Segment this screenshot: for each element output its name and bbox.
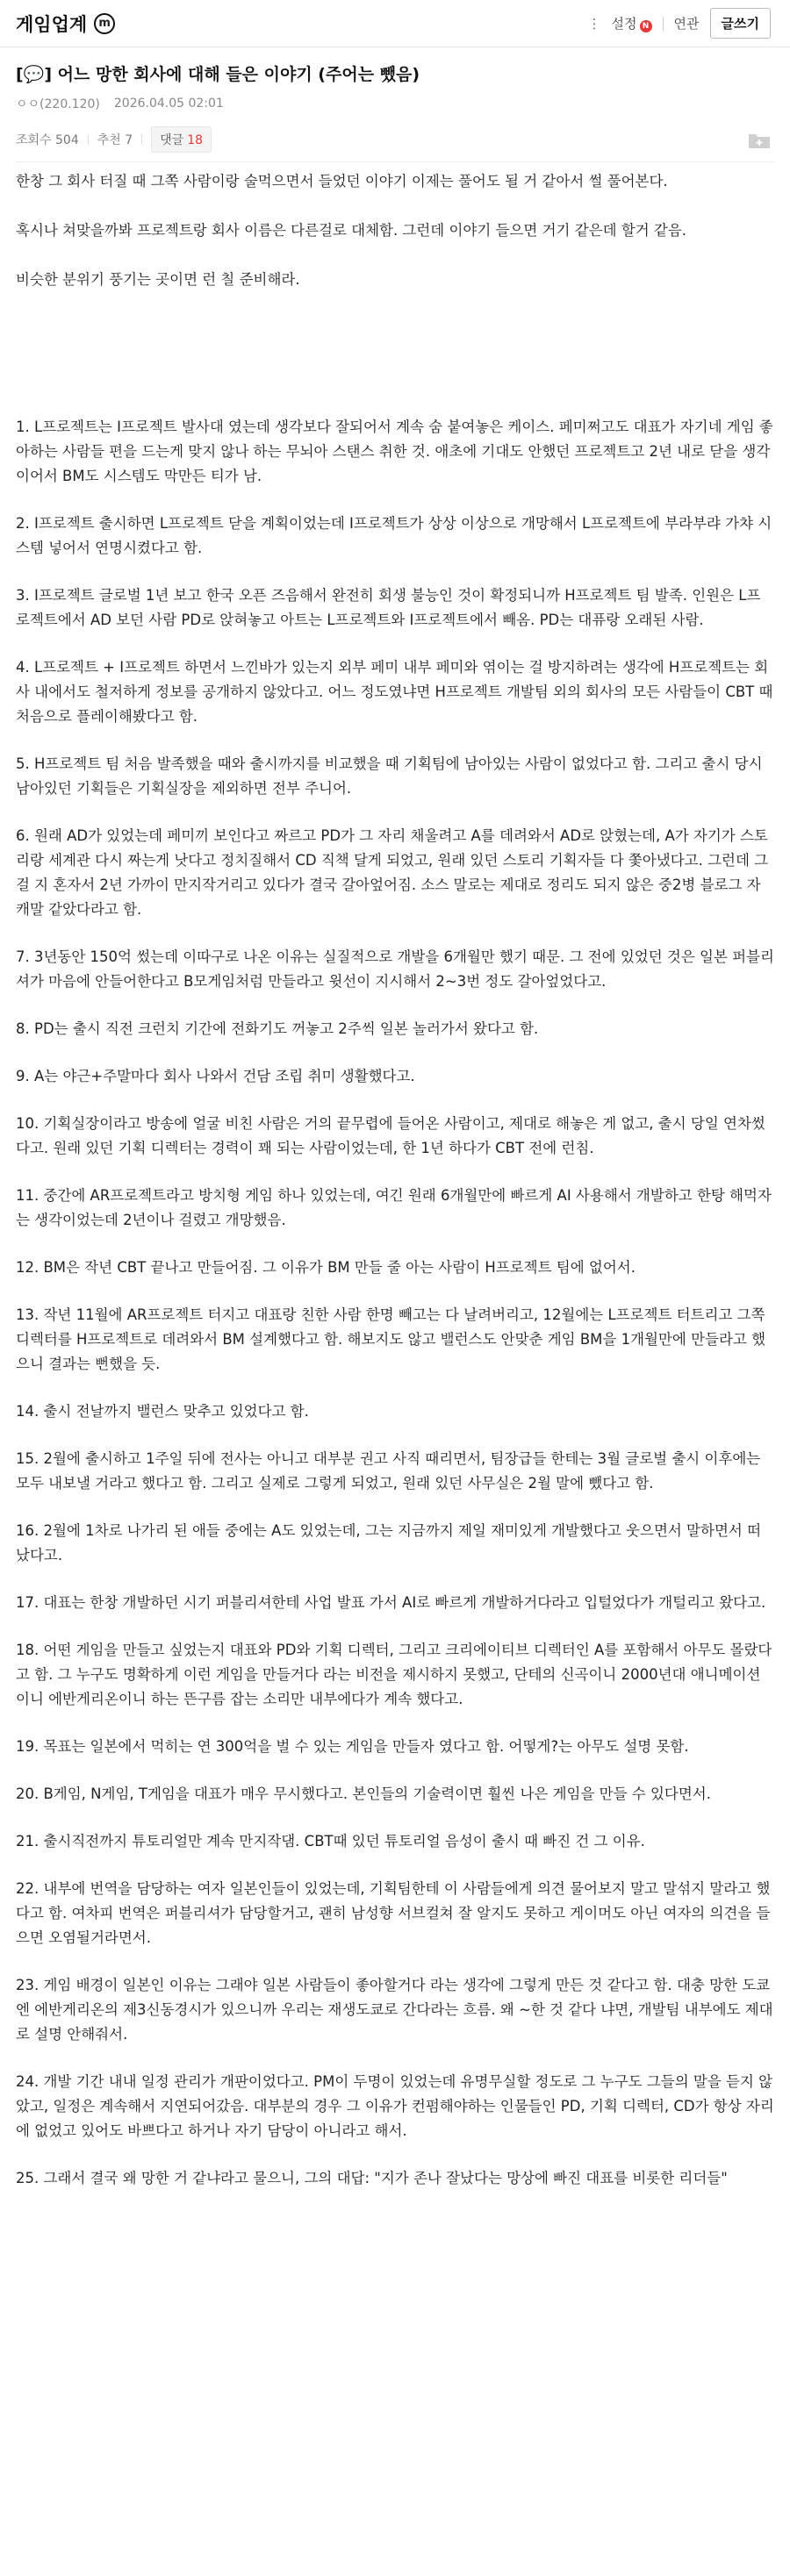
- gear-icon[interactable]: ⋮: [587, 15, 601, 32]
- list-item: 12. BM은 작년 CBT 끝나고 만들어짐. 그 이유가 BM 만들 줄 아는 사람이 H프로젝트 팀에 없어서.: [16, 1259, 636, 1276]
- write-button[interactable]: 글쓰기: [710, 8, 771, 39]
- list-item: 13. 작년 11월에 AR프로젝트 터지고 대표랑 친한 사람 한명 빼고는 다 날려버리고, 12월에는 L프로젝트 터트리고 그쪽 디렉터를 H프로젝트로 데려와서 BM 설계했다고 함. 해보지도 않고 밸런스도 안맞춘 게임 BM을 1개월만에 만들라고 했으니 결과는 뻔했을 듯.: [16, 1306, 766, 1372]
- post-meta: [16, 95, 774, 112]
- list-item: 14. 출시 전날까지 밸런스 맞추고 있었다고 함.: [16, 1403, 309, 1420]
- list-item: 5. H프로젝트 팀 처음 발족했을 때와 출시까지를 비교했을 때 기획팀에 남아있는 사람이 없었다고 함. 그리고 출시 당시 남아있던 기획들은 기획실장을 제외하면 전부 주니어.: [16, 755, 763, 797]
- list-item: 21. 출시직전까지 튜토리얼만 계속 만지작댐. CBT때 있던 튜토리얼 음성이 출시 때 빠진 건 그 이유.: [16, 1833, 645, 1850]
- list-item: 24. 개발 기간 내내 일정 관리가 개판이었다고. PM이 두명이 있었는데 유명무실할 정도로 그 누구도 그들의 말을 듣지 않았고, 일정은 계속해서 지연되어갔음. 대부분의 경우 그 이유가 컨펌해야하는 인물들인 PD, 기획 디렉터, CD가 항상 자리에 없었고 있어도 바쁘다고 하거나 자기 담당이 아니라고 해서.: [16, 2073, 774, 2139]
- top-actions: [588, 8, 771, 39]
- list-item: 25. 그래서 결국 왜 망한 거 같냐라고 물으니, 그의 대답: "지가 존나 잘났다는 망상에 빠진 대표를 비롯한 리더들": [16, 2170, 728, 2186]
- divider: [663, 17, 664, 31]
- board-title[interactable]: 게임업계: [16, 13, 88, 35]
- list-item: 6. 원래 AD가 있었는데 페미끼 보인다고 짜르고 PD가 그 자리 채울려고 A를 데려와서 AD로 앉혔는데, A가 자기가 스토리랑 세계관 다시 짜는게 낫다고 정치질해서 CD 직책 달게 되었고, 원래 있던 스토리 기획자들 다 쫓아냈다고. 그런데 그걸 지 혼자서 2년 가까이 만지작거리고 있다가 결국 갈아엎어짐. 소스 말로는 제대로 정리도 되지 않은 중2병 블로그 자캐말 같았다라고 함.: [16, 827, 769, 918]
- list-item: 22. 내부에 번역을 담당하는 여자 일본인들이 있었는데, 기획팀한테 이 사람들에게 의견 물어보지 말고 말섞지 말라고 했다고 함. 여차피 번역은 퍼블리셔가 담당할거고, 괜히 남성향 서브컬쳐 잘 알지도 못하고 게이머도 아닌 여자의 의견을 들으면 오염될거라면서.: [16, 1880, 771, 1946]
- list-item: 4. L프로젝트 + I프로젝트 하면서 느낀바가 있는지 외부 페미 내부 페미와 엮이는 걸 방지하려는 생각에 H프로젝트는 회사 내에서도 철저하게 정보를 공개하지 않았다고. 어느 정도였냐면 H프로젝트 개발팀 외의 회사의 모든 사람들이 CBT 때 처음으로 플레이해봤다고 함.: [16, 659, 773, 725]
- intro-paragraph: 혹시나 쳐맞을까봐 프로젝트랑 회사 이름은 다른걸로 대체함. 그런데 이야기 들으면 거기 같은데 할거 같음.: [16, 222, 687, 239]
- brand[interactable]: [16, 11, 115, 37]
- minor-gallery-badge-icon: m: [94, 13, 115, 34]
- post-title: [16, 63, 774, 86]
- new-badge: N: [640, 20, 652, 32]
- list-item: 17. 대표는 한창 개발하던 시기 퍼블리셔한테 사업 발표 가서 AI로 빠르게 개발하거다라고 입털었다가 개털리고 왔다고.: [16, 1594, 766, 1611]
- intro-paragraph: 한창 그 회사 터질 때 그쪽 사람이랑 술먹으면서 들었던 이야기 이제는 풀어도 될 거 같아서 썰 풀어본다.: [16, 173, 668, 190]
- list-item: 9. A는 야근+주말마다 회사 나와서 건담 조립 취미 생활했다고.: [16, 1068, 415, 1084]
- comment-label: 댓글: [160, 133, 184, 147]
- divider: [88, 134, 89, 145]
- author[interactable]: ㅇㅇ(220.120): [16, 97, 100, 111]
- top-bar: [0, 0, 790, 47]
- list-item: 16. 2월에 1차로 나가리 된 애들 중에는 A도 있었는데, 그는 지금까지 제일 재미있게 개발했다고 웃으면서 말하면서 떠났다고.: [16, 1522, 762, 1563]
- list-item: 2. I프로젝트 출시하면 L프로젝트 닫을 계획이었는데 I프로젝트가 상상 이상으로 개망해서 L프로젝트에 부라부랴 가챠 시스템 넣어서 연명시켰다고 함.: [16, 515, 772, 556]
- list-item: 18. 어떤 게임을 만들고 싶었는지 대표와 PD와 기획 디렉터, 그리고 크리에이티브 디렉터인 A를 포함해서 아무도 몰랐다고 함. 그 누구도 명확하게 이런 게임을 만들거다 라는 비전을 제시하지 못했고, 단테의 신곡이니 2000년대 애니메이션이니 에반게리온이니 하는 뜬구름 잡는 소리만 내부에다가 계속 했다고.: [16, 1642, 772, 1707]
- list-item: 1. L프로젝트는 I프로젝트 발사대 였는데 생각보다 잘되어서 계속 숨 붙여놓은 케이스. 페미쩌고도 대표가 자기네 게임 좋아하는 사람들 편을 드는게 맞지 않나 하는 무뇌아 스탠스 취한 것. 애초에 기대도 안했던 프로젝트고 2년 내로 닫을 생각이어서 BM도 시스템도 막만든 티가 남.: [16, 419, 773, 484]
- list-item: 11. 중간에 AR프로젝트라고 방치형 게임 하나 있었는데, 여긴 원래 6개월만에 빠르게 AI 사용해서 개발하고 한탕 해먹자는 생각이었는데 2년이나 걸렸고 개망했음.: [16, 1187, 772, 1228]
- post-title-text: 어느 망한 회사에 대해 들은 이야기 (주어는 뺐음): [57, 65, 420, 84]
- list-item: 10. 기획실장이라고 방송에 얼굴 비친 사람은 거의 끝무렵에 들어온 사람이고, 제대로 해놓은 게 없고, 출시 당일 연차썼다고. 원래 있던 기획 디렉터는 경력이 꽤 되는 사람이었는데, 한 1년 하다가 CBT 전에 런침.: [16, 1115, 765, 1156]
- list-item: 8. PD는 출시 직전 크런치 기간에 전화기도 꺼놓고 2주씩 일본 놀러가서 왔다고 함.: [16, 1020, 539, 1037]
- list-item: 3. I프로젝트 글로벌 1년 보고 한국 오픈 즈음해서 완전히 회생 불능인 것이 확정되니까 H프로젝트 팀 발족. 인원은 L프로젝트에서 AD 보던 사람 PD로 앉혀놓고 아트는 L프로젝트와 I프로젝트에서 빼옴. PD는 대퓨랑 오래된 사람.: [16, 587, 761, 628]
- list-item: 23. 게임 배경이 일본인 이유는 그래야 일본 사람들이 좋아할거다 라는 생각에 그렇게 만든 것 같다고 함. 대충 망한 도쿄엔 에반게리온의 제3신동경시가 있으니까 우리는 재생도쿄로 간다라는 흐름. 왜 ~한 것 같다 냐면, 개발팀 내부에도 제대로 설명 안해줘서.: [16, 1977, 773, 2043]
- post-header: [0, 47, 790, 112]
- comment-count-button[interactable]: [151, 126, 212, 153]
- intro-paragraph: 비슷한 분위기 풍기는 곳이면 런 칠 준비해라.: [16, 271, 300, 288]
- post-stats: [16, 126, 774, 162]
- settings-link[interactable]: [612, 14, 652, 32]
- settings-label: 설정: [611, 16, 637, 32]
- chat-icon: [💬]: [16, 65, 53, 84]
- list-item: 7. 3년동안 150억 썼는데 이따구로 나온 이유는 실질적으로 개발을 6개월만 했기 때문. 그 전에 있었던 것은 일본 퍼블리셔가 마음에 안들어한다고 B모게임처럼 만들라고 윗선이 지시해서 2~3번 정도 갈아엎었다고.: [16, 948, 774, 990]
- post-body: [0, 162, 790, 2191]
- comment-count: 18: [187, 133, 204, 147]
- recommend-count: 추천 7: [97, 133, 133, 147]
- view-count: 조회수 504: [16, 133, 79, 147]
- divider: [141, 134, 142, 145]
- list-item: 20. B게임, N게임, T게임을 대표가 매우 무시했다고. 본인들의 기술력이면 훨씬 나은 게임을 만들 수 있다면서.: [16, 1785, 711, 1802]
- list-item: 19. 목표는 일본에서 먹히는 연 300억을 벌 수 있는 게임을 만들자 였다고 함. 어떻게?는 아무도 설명 못함.: [16, 1738, 689, 1755]
- folder-add-icon[interactable]: [748, 132, 771, 149]
- post-datetime: 2026.04.05 02:01: [113, 97, 224, 111]
- list-item: 15. 2월에 출시하고 1주일 뒤에 전사는 아니고 대부분 권고 사직 때리면서, 팀장급들 한테는 3월 글로벌 출시 이후에는 모두 내보낼 거라고 했다고 함. 그리고 실제로 그렇게 되었고, 원래 있던 사무실은 2월 말에 뺐다고 함.: [16, 1450, 761, 1492]
- linked-link[interactable]: 연관: [673, 16, 700, 32]
